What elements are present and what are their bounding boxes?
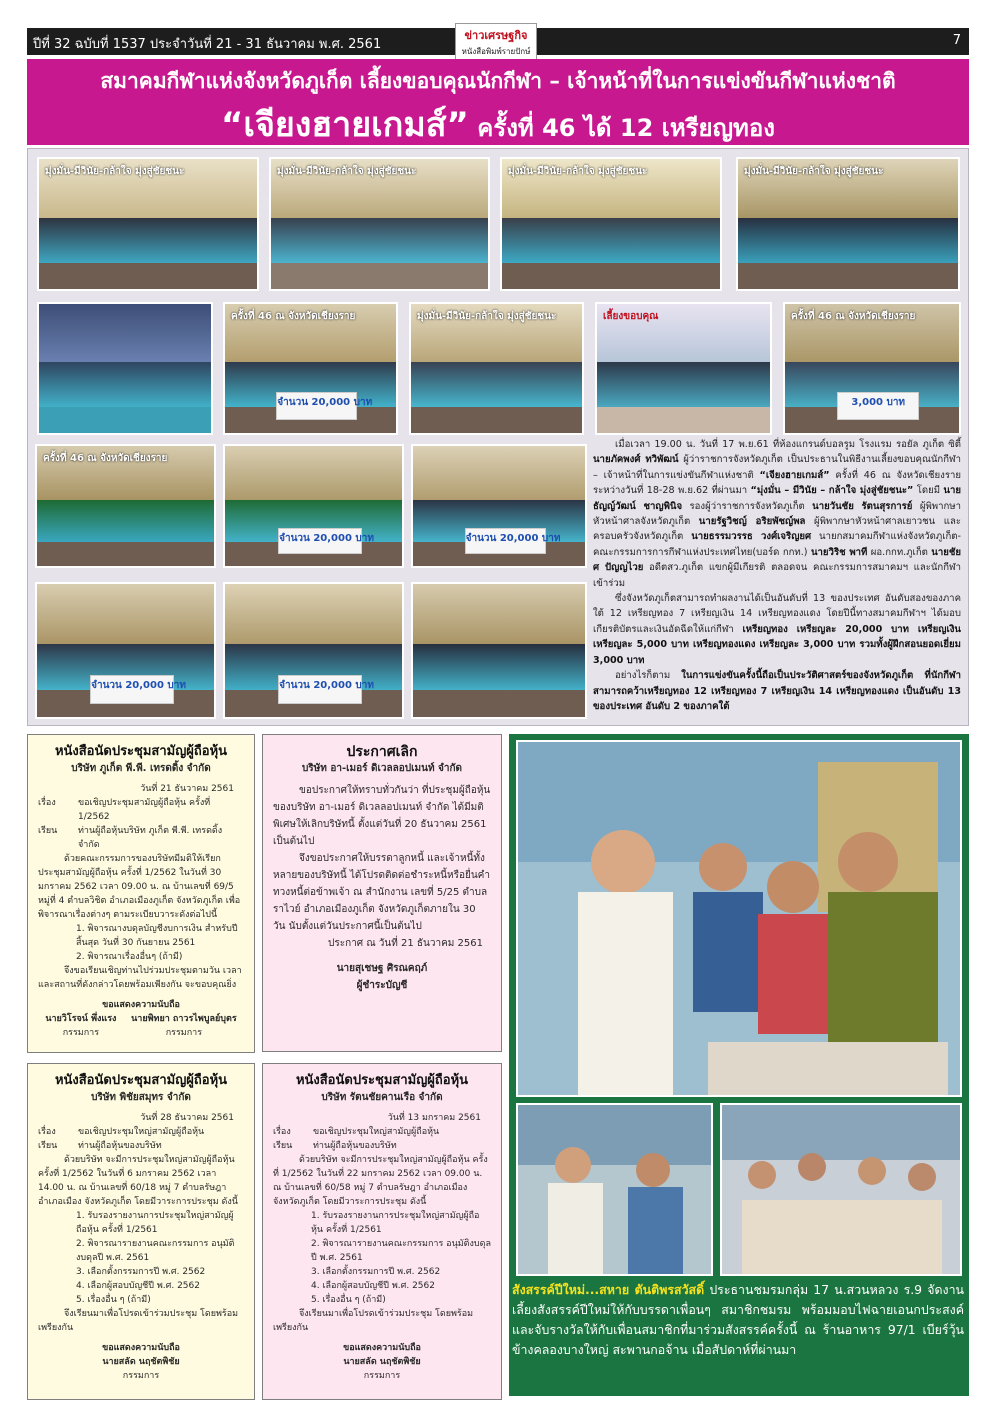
- feature-caption-text: ประธานชมรมกลุ่ม 17 น.สวนหลวง ร.9 จัดงานเลี้ยงสังสรรค์ปีใหม่ให้กับบรรดาเพื่อนๆ สมาชิกชมรม พร้อมมอบไฟฉายเอนกประสงค์ และจับรางวัลให้กับเพื่อนสมาชิกที่มาร่วมสังสรรค์ครั้งนี้ ณ ร้านอาหาร 97/1 เบียร์วุ้น ข้างคลองบางใหญ่ สะพานกอจ้าน เมื่อสัปดาห์ที่ผ่านมา: [512, 1282, 964, 1357]
- notice-company: บริษัท ภูเก็ต พี.พี. เทรดดิ้ง จำกัด: [71, 763, 211, 774]
- award-card: จำนวน 20,000 บาท: [90, 675, 173, 704]
- headline-line1: สมาคมกีฬาแห่งจังหวัดภูเก็ต เลี้ยงขอบคุณนักกีฬา – เจ้าหน้าที่ในการแข่งขันกีฬาแห่งชาติ: [100, 69, 896, 93]
- photo-banner-text: มุ่งมั่น-มีวินัย-กล้าใจ มุ่งสู่ชัยชนะ: [277, 166, 417, 177]
- award-card: จำนวน 20,000 บาท: [278, 675, 361, 704]
- notice-closing: จึงขอเรียนเชิญท่านไปร่วมประชุมตามวัน เวลา และสถานที่ดังกล่าวโดยพร้อมเพียงกัน จะขอบคุณยิ่ง: [38, 966, 242, 990]
- photo-award-6[interactable]: [411, 444, 587, 568]
- notice-agenda-item: 4. เลือกผู้สอบบัญชีปี พ.ศ. 2562: [76, 1281, 200, 1291]
- notice-body: ด้วยคณะกรรมการของบริษัทมีมติให้เรียกประชุมสามัญผู้ถือหุ้น ครั้งที่ 1/2562 ในวันที่ 30 มกราคม 2562 เวลา 09.00 น. ณ บ้านเลขที่ 69/5 หมู่ที่ 4 ตำบลวิชิต อำเภอเมืองภูเก็ต จังหวัดภูเก็ต เพื่อพิจารณาเรื่องต่างๆ ตามระเบียบวาระดังต่อไปนี้: [38, 854, 241, 920]
- photo-award-5[interactable]: [223, 444, 404, 568]
- notice-agenda-item: 1. รับรองรายงานการประชุมใหญ่สามัญผู้ถือหุ้น ครั้งที่ 1/2561: [311, 1211, 480, 1235]
- notice-regards: ขอแสดงความนับถือ: [102, 1000, 180, 1010]
- notice-signer: นายสลัด นฤชัตพิชัย: [343, 1357, 421, 1367]
- notice-regards: ขอแสดงความนับถือ: [102, 1343, 180, 1353]
- notice-paragraph: ขอประกาศให้ทราบทั่วกันว่า ที่ประชุมผู้ถือหุ้นของบริษัท อา-เมอร์ ดิเวลลอปเมนท์ จำกัด ได้มีมติพิเศษให้เลิกบริษัทนี้ ตั้งแต่วันที่ 20 ธันวาคม 2561 เป็นต้นไป: [273, 785, 491, 847]
- notice-date: วันที่ 28 ธันวาคม 2561: [140, 1113, 234, 1123]
- article-paragraph-3: อย่างไรก็ตาม ในการแข่งขันครั้งนี้ถือเป็นประวัติศาสตร์ของจังหวัดภูเก็ต ที่นักกีฬาสามารถคว้าเหรียญทอง 12 เหรียญทอง 7 เหรียญเงิน 14 เหรียญทองแดง เป็นอันดับ 13 ของประเทศ อันดับ 2 ของภาคใต้: [593, 670, 961, 712]
- photo-thanks-text: เลี้ยงขอบคุณ: [603, 311, 659, 322]
- notice-regards: ขอแสดงความนับถือ: [343, 1343, 421, 1353]
- notice-agenda-item: 4. เลือกผู้สอบบัญชีปี พ.ศ. 2562: [311, 1281, 435, 1291]
- feature-main-photo[interactable]: [516, 740, 962, 1097]
- notice-subject: เรื่อง ขอเชิญประชุมสามัญผู้ถือหุ้น ครั้งที่ 1/2562: [38, 798, 211, 822]
- notice-agenda-item: 3. เลือกตั้งกรรมการปี พ.ศ. 2562: [311, 1267, 441, 1277]
- notice-title: หนังสือนัดประชุมสามัญผู้ถือหุ้น: [54, 744, 228, 759]
- photo-banner-text: มุ่งมั่น-มีวินัย-กล้าใจ มุ่งสู่ชัยชนะ: [508, 166, 648, 177]
- award-card-small: 3,000 บาท: [837, 392, 919, 420]
- notice-recipient: เรียน ท่านผู้ถือหุ้นของบริษัท: [38, 1141, 162, 1151]
- photo-award-3[interactable]: [783, 302, 961, 435]
- notice-title: หนังสือนัดประชุมสามัญผู้ถือหุ้น: [54, 1073, 228, 1088]
- notice-closing: จึงเรียนมาเพื่อโปรดเข้าร่วมประชุม โดยพร้อมเพรียงกัน: [38, 1309, 239, 1333]
- notice-signer: นายสลัด นฤชัตพิชัย: [102, 1357, 180, 1367]
- photo-banner-text: ครั้งที่ 46 ณ จังหวัดเชียงราย: [791, 311, 916, 322]
- notice-recipient: เรียน ท่านผู้ถือหุ้นของบริษัท: [273, 1141, 397, 1151]
- notice-date: วันที่ 13 มกราคม 2561: [387, 1113, 481, 1123]
- photo-group-stage-3[interactable]: [500, 157, 722, 291]
- award-card: จำนวน 20,000 บาท: [465, 528, 546, 554]
- headline-line2: [27, 97, 969, 151]
- photo-banner-text: ครั้งที่ 46 ณ จังหวัดเชียงราย: [231, 311, 356, 322]
- notice-agenda-item: 2. พิจารณารายงานคณะกรรมการ อนุมัติงบดุลปี พ.ศ. 2561: [311, 1239, 491, 1263]
- notice-company: บริษัท พิชัยสมุทร จำกัด: [91, 1092, 191, 1103]
- notice-meeting-pichaisamut: [27, 1063, 255, 1400]
- notice-agenda-item: 3. เลือกตั้งกรรมการปี พ.ศ. 2562: [76, 1267, 206, 1277]
- notice-subject: เรื่อง ขอเชิญประชุมใหญ่สามัญผู้ถือหุ้น: [273, 1127, 440, 1137]
- notice-closing: จึงเรียนมาเพื่อโปรดเข้าร่วมประชุม โดยพร้อมเพรียงกัน: [273, 1309, 474, 1333]
- notice-body: ด้วยบริษัท จะมีการประชุมใหญ่สามัญผู้ถือหุ้น ครั้งที่ 1/2562 ในวันที่ 6 มกราคม 2562 เวลา 14.00 น. ณ บ้านเลขที่ 60/18 หมู่ 7 ตำบลรัษฎา อำเภอเมือง จังหวัดภูเก็ต โดยมีวาระการประชุม ดังนี้: [38, 1155, 238, 1207]
- notice-signer: นายสุเชษฐ ศิรณคฤภ์: [336, 963, 428, 974]
- feature-headline: สังสรรค์ปีใหม่...สหาย ตันติพรสวัสดิ์: [512, 1282, 705, 1297]
- photo-award-1[interactable]: [223, 302, 398, 435]
- notice-agenda-item: 2. พิจารณารายงานคณะกรรมการ อนุมัติงบดุลปี พ.ศ. 2561: [76, 1239, 235, 1263]
- newspaper-logo[interactable]: [455, 23, 537, 61]
- notice-paragraph: จึงขอประกาศให้บรรดาลูกหนี้ และเจ้าหนี้ทั้งหลายของบริษัทนี้ ได้โปรดติดต่อชำระหนี้หรือยื่นคำทวงหนี้ต่อข้าพเจ้า ณ สำนักงาน เลขที่ 5/25 ตำบลราไวย์ อำเภอเมืองภูเก็ต จังหวัดภูเก็ตภายใน 30 วัน นับตั้งแต่วันประกาศนี้เป็นต้นไป: [273, 853, 490, 932]
- award-card: จำนวน 20,000 บาท: [276, 392, 357, 420]
- photo-award-7[interactable]: [35, 582, 216, 719]
- photo-banner-text: มุ่งมั่น-มีวินัย-กล้าใจ มุ่งสู่ชัยชนะ: [417, 311, 557, 322]
- issue-line: ปีที่ 32 ฉบับที่ 1537 ประจำวันที่ 21 - 31 ธันวาคม พ.ศ. 2561: [33, 37, 382, 52]
- headline-games-name: “เจียงฮายเกมส์”: [221, 105, 469, 145]
- notice-signer-role: กรรมการ: [122, 1371, 160, 1381]
- notice-title: ประกาศเลิก: [346, 744, 418, 760]
- notice-dissolution: [262, 734, 502, 1052]
- notice-recipient: เรียน ท่านผู้ถือหุ้นบริษัท ภูเก็ต พี.พี. เทรดดิ้ง จำกัด: [38, 826, 223, 850]
- notice-body: ด้วยบริษัท จะมีการประชุมใหญ่สามัญผู้ถือหุ้น ครั้งที่ 1/2562 ในวันที่ 22 มกราคม 2562 เวลา 09.00 น. ณ บ้านเลขที่ 60/58 หมู่ 7 ตำบลรัษฎา อำเภอเมือง จังหวัดภูเก็ต โดยมีวาระการประชุม ดังนี้: [273, 1155, 488, 1207]
- notice-agenda-item: 5. เรื่องอื่น ๆ (ถ้ามี): [311, 1295, 386, 1305]
- notice-subject: เรื่อง ขอเชิญประชุมใหญ่สามัญผู้ถือหุ้น: [38, 1127, 205, 1137]
- photo-award-8[interactable]: [223, 582, 404, 719]
- notice-company: บริษัท รัตนชัยคานเรือ จำกัด: [321, 1092, 443, 1103]
- feature-photo-illustration: [518, 742, 960, 1095]
- photo-banner-text: ครั้งที่ 46 ณ จังหวัดเชียงราย: [43, 453, 168, 464]
- photo-award-2[interactable]: [409, 302, 584, 435]
- notice-title: หนังสือนัดประชุมสามัญผู้ถือหุ้น: [295, 1073, 469, 1088]
- notice-agenda-item: 2. พิจารณาเรื่องอื่นๆ (ถ้ามี): [76, 952, 183, 962]
- feature-caption: [512, 1280, 964, 1360]
- photo-award-4[interactable]: [35, 444, 216, 568]
- notice-signer-role: กรรมการ: [363, 1371, 401, 1381]
- feature-photo-2-illustration: [518, 1105, 711, 1274]
- photo-group-stage-2[interactable]: [269, 157, 490, 291]
- feature-photo-3-illustration: [722, 1105, 960, 1274]
- feature-photo-3[interactable]: [720, 1103, 962, 1276]
- notice-agenda-item: 5. เรื่องอื่น ๆ (ถ้ามี): [76, 1295, 151, 1305]
- notice-date: วันที่ 21 ธันวาคม 2561: [140, 784, 234, 794]
- headline-banner: [27, 59, 969, 145]
- photo-group-stage-1[interactable]: [37, 157, 259, 291]
- page-number: 7: [952, 33, 961, 48]
- photo-audience[interactable]: [37, 302, 213, 435]
- article-paragraph-1: เมื่อเวลา 19.00 น. วันที่ 17 พ.ย.61 ที่ห้องแกรนด์บอลรูม โรงแรม รอยัล ภูเก็ต ซิตี้ นายภัคพงศ์ ทวิพัฒน์ ผู้ว่าราชการจังหวัดภูเก็ต เป็นประธานในพิธีงานเลี้ยงขอบคุณนักกีฬา – เจ้าหน้าที่ในการแข่งขันกีฬาแห่งชาติ “เจียงฮายเกมส์” ครั้งที่ 46 ณ จังหวัดเชียงราย ระหว่างวันที่ 18-28 พ.ย.62 ที่ผ่านมา “มุ่งมั่น – มีวินัย – กล้าใจ มุ่งสู่ชัยชนะ” โดยมี นายธัญญ์วัฒน์ ชาญพินิจ รองผู้ว่าราชการจังหวัดภูเก็ต นายวันชัย รัตนสุรการย์ ผู้พิพากษาหัวหน้าศาลจังหวัดภูเก็ต นายรัฐวิชญ์ อริยพัชญ์พล ผู้พิพากษาหัวหน้าศาลเยาวชน และครอบครัวจังหวัดภูเก็ต นายธรรมวรรธ วงศ์เจริญยศ นายกสมาคมกีฬาแห่งจังหวัดภูเก็ต-คณะกรรมการการกีฬาแห่งประเทศไทย(บอร์ด กกท.) นายวิริช พาที ผอ.กกท.ภูเก็ต นายชัยศ ปัญญไวย อดีตสว.ภูเก็ต แขกผู้มีเกียรติ ตลอดจน คณะกรรมการสมาคมฯ และนักกีฬา เข้าร่วม: [593, 439, 962, 589]
- photo-banner-text: มุ่งมั่น-มีวินัย-กล้าใจ มุ่งสู่ชัยชนะ: [45, 166, 185, 177]
- notice-meeting-pp-trading: [27, 734, 255, 1053]
- notice-agenda-item: 1. รับรองรายงานการประชุมใหญ่สามัญผู้ถือหุ้น ครั้งที่ 1/2561: [76, 1211, 234, 1235]
- notice-date: ประกาศ ณ วันที่ 21 ธันวาคม 2561: [328, 938, 483, 949]
- photo-group-stage-4[interactable]: [736, 157, 960, 291]
- award-card: จำนวน 20,000 บาท: [278, 528, 361, 554]
- headline-medal-count: ครั้งที่ 46 ได้ 12 เหรียญทอง: [468, 114, 775, 142]
- logo-title: ข่าวเศรษฐกิจ: [464, 29, 528, 42]
- notice-agenda-item: 1. พิจารณางบดุลบัญชีงบการเงิน สำหรับปีสิ้นสุด วันที่ 30 กันยายน 2561: [76, 924, 238, 948]
- main-article: [593, 437, 961, 714]
- feature-photo-2[interactable]: [516, 1103, 713, 1276]
- photo-thanks-certificate[interactable]: [595, 302, 772, 435]
- logo-subtitle: หนังสือพิมพ์รายปักษ์: [461, 47, 531, 56]
- notice-company: บริษัท อา-เมอร์ ดิเวลลอปเมนท์ จำกัด: [301, 763, 463, 774]
- article-paragraph-2: ซึ่งจังหวัดภูเก็ตสามารถทำผลงานได้เป็นอันดับที่ 13 ของประเทศ อันดับสองของภาคใต้ 12 เหรียญทอง 7 เหรียญเงิน 14 เหรียญทองแดง โดยปีนี้ทางสมาคมกีฬาฯ ได้มอบเกียรติบัตรและเงินอัดฉีดให้แก่กีฬา เหรียญทอง เหรียญละ 20,000 บาท เหรียญเงิน เหรียญละ 5,000 บาท เหรียญทองแดง เหรียญละ 3,000 บาท รวมทั้งผู้ฝึกสอนยอดเยี่ยม 3,000 บาท: [593, 593, 961, 666]
- notice-signer-role: ผู้ชำระบัญชี: [356, 980, 408, 991]
- photo-award-9[interactable]: [411, 582, 587, 719]
- notice-signatures: นายวิโรจน์ พึ่งแรง กรรมการ นายพิทยา ถาวรไพบูลย์บุตร กรรมการ: [45, 1014, 237, 1038]
- photo-banner-text: มุ่งมั่น-มีวินัย-กล้าใจ มุ่งสู่ชัยชนะ: [744, 166, 884, 177]
- notice-meeting-rattanachai: [262, 1063, 502, 1400]
